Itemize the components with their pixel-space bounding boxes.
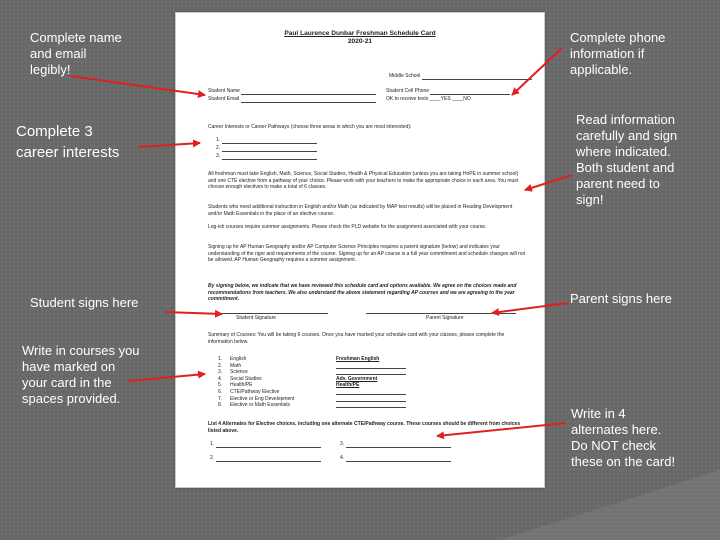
summary-heading: Summary of Courses: You will be taking 6 courses. Once you have marked your schedule card with your classes, please complete the information below. (208, 332, 505, 345)
card-title: Paul Laurence Dunbar Freshman Schedule Card (284, 30, 436, 37)
note-student-signs: Student signs here (30, 295, 139, 310)
alternate-line-2: 2. (210, 455, 321, 462)
alternates-heading: List 4 Alternates for Elective choices, including one alternate CTE/Pathway course. These courses should be different from choices listed above. (208, 421, 521, 434)
course-row: 5. Health/PE Health/PE (218, 382, 360, 389)
student-signature-label: Student Signature (236, 315, 277, 321)
note-write-courses: Write in courses you have marked on your card in the spaces provided. (22, 343, 140, 406)
alternate-line-4: 4. (340, 455, 451, 462)
course-row: 8. Elective or Math Essentials (218, 402, 518, 409)
course-row: 2. Math (218, 363, 518, 370)
para-requirements: All freshman must take English, Math, Science, Social Studies, Health & Physical Education (unless you are taking HoPE in summer school) and one CTE elective from a pathway of your choice. Please work with your teachers to make the appropriate choice in each area. You must choose enough electives to make a total of 6 classes. (208, 171, 519, 191)
note-alternates: Write in 4 alternates here. Do NOT check these on the card! (571, 406, 676, 469)
career-line-2: 2. (216, 145, 317, 152)
course-row: 7. Elective or Eng Development (218, 396, 518, 403)
note-name-email: Complete name and email legibly! (30, 30, 122, 77)
course-row: 6. CTE/Pathway Elective (218, 389, 518, 396)
student-name-field: Student Name (208, 88, 376, 95)
ok-texts-field: OK to receive texts ____YES ____NO (386, 96, 471, 102)
alternate-line-1: 1. (210, 441, 321, 448)
course-row: 3. Science (218, 369, 518, 376)
note-career-interests: Complete 3 career interests (16, 123, 120, 161)
parent-signature-label: Parent Signature (426, 315, 464, 321)
para-summer-assignments: Log-ish courses require summer assignments. Please check the PLD website for the assignment associated with your course. (208, 224, 487, 230)
course-row: 1. English Freshman English (218, 356, 380, 362)
alternate-line-3: 3. (340, 441, 451, 448)
schedule-card (175, 12, 545, 488)
card-year: 2020-21 (347, 38, 373, 45)
student-cell-field: Student Cell Phone (386, 88, 510, 95)
para-ap-courses: Signing up for AP Human Geography and/or AP Computer Science Principles requires a parent signature (below) and indicates your understanding of the rigor and requirements of the course. Signing up for an AP course is a full year commitment and schedule changes will not be allowed. AP Human Geography requires a summer assignment. (208, 244, 526, 264)
note-read-sign: Read information carefully and sign where indicated. Both student and parent need to sign! (576, 112, 678, 207)
course-list (218, 356, 518, 409)
student-email-field: Student Email (208, 96, 376, 103)
career-line-3: 3. (216, 153, 317, 160)
middle-school-field: Middle School (389, 73, 532, 80)
career-heading: Career Interests or Career Pathways (choose three areas in which you are most interested): (208, 124, 412, 130)
para-additional-instruction: Students who need additional instruction in English and/or Math (as indicated by MAP test results) will be placed in Reading Development and/or Math Essentials in the place of an elective course. (208, 204, 513, 217)
career-line-1: 1. (216, 137, 317, 144)
note-phone: Complete phone information if applicable. (570, 30, 666, 77)
parent-signature-line[interactable] (366, 307, 516, 314)
course-row: 4. Social Studies Adv. Government (218, 375, 378, 382)
para-agreement: By signing below, we indicate that we have reviewed this schedule card and options available. We agree on the choices made and recommendations from teachers. We also understand the above statement regarding AP courses and we are agreeing to the year commitment. (208, 283, 517, 303)
student-signature-line[interactable] (208, 307, 328, 314)
note-parent-signs: Parent signs here (570, 291, 672, 306)
